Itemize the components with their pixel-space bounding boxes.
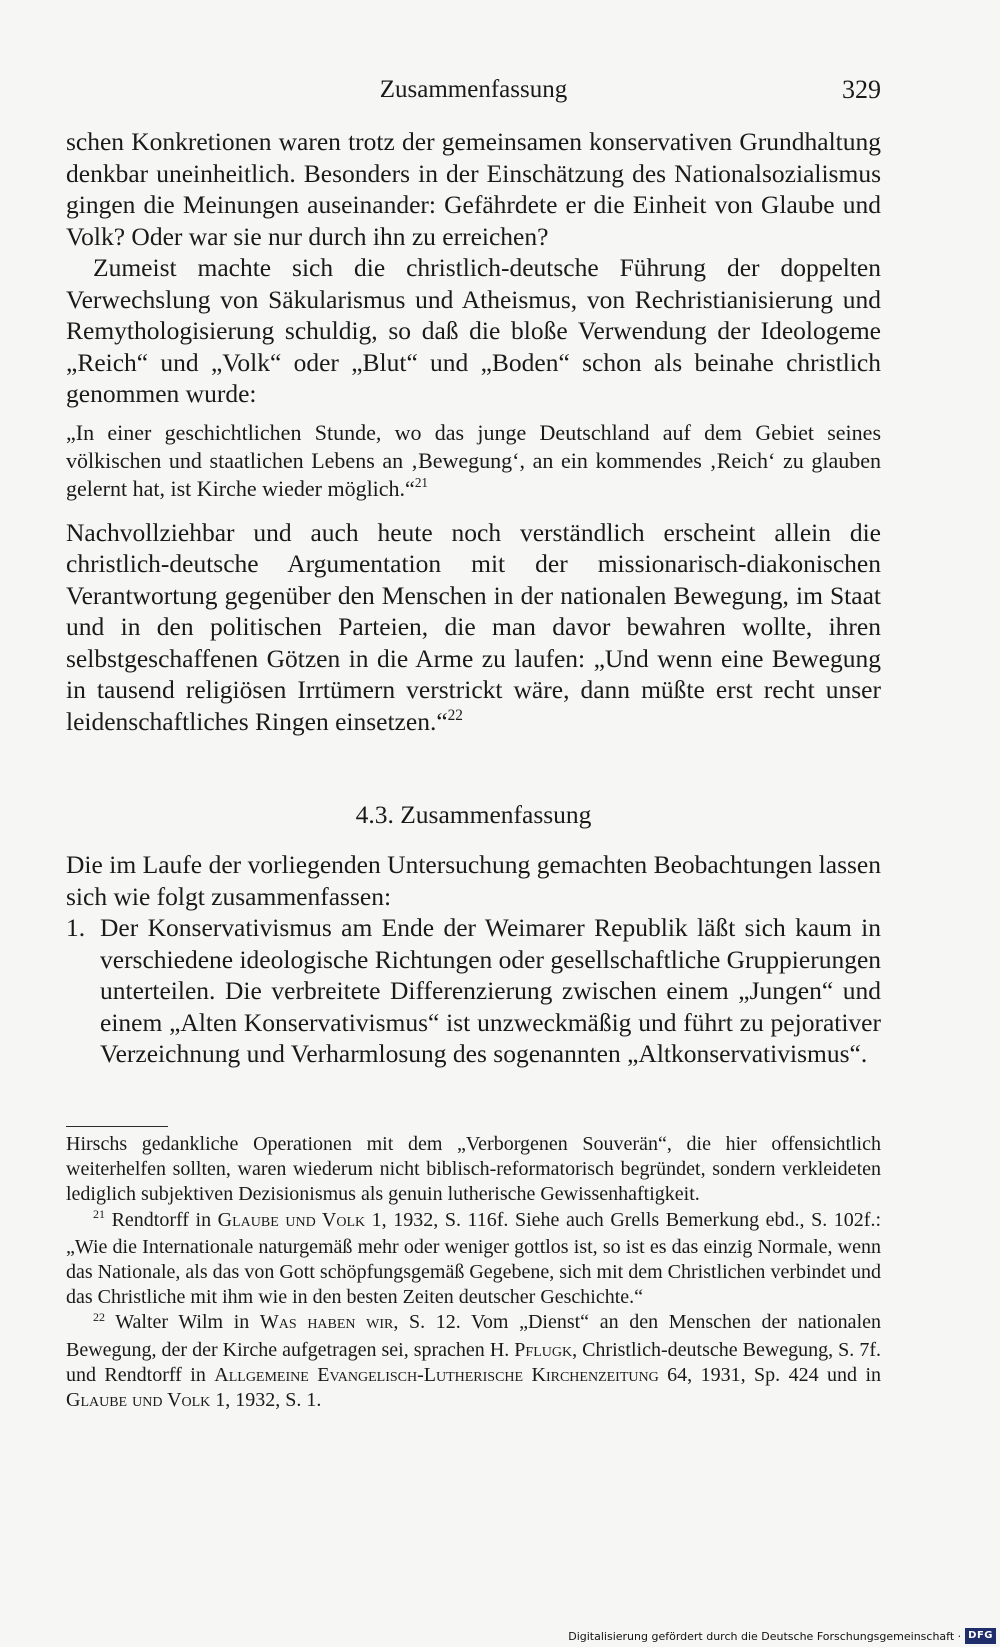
list-item-text: Der Konservativismus am Ende der Weimarer Republik läßt sich kaum in verschiedene ideologische Richtungen oder gesellschaftliche Gruppierungen unterteilen. Die verbreitete Differenzierung zwischen einem „Jungen“ und einem „Alten Konservativismus“ ist unzweckmäßig und führt zu pejorativer Verzeichnung und Verharmlosung des sogenannten „Altkonservativismus“. (100, 913, 882, 1068)
page-number: 329 (842, 75, 881, 104)
footnote-number-22: 22 (93, 1309, 105, 1324)
footnote-22-part1: Walter Wilm in (115, 1311, 260, 1334)
paragraph-continuation: schen Konkretionen waren trotz der gemeinsamen konservativen Grundhaltung denkbar uneinheitlich. Besonders in der Einschätzung des Nationalsozialismus gingen die Meinungen auseinander: Gefährdete er die Einheit von Glaube und Volk? Oder war sie nur durch ihn zu erreichen? (66, 127, 881, 251)
dfg-logo: DFG (965, 1628, 996, 1644)
section-heading: 4.3. Zusammenfassung (355, 800, 592, 829)
paragraph-nachvollziehbar (66, 517, 881, 742)
list-item-number: 1. (66, 913, 86, 942)
footnotes (66, 1132, 881, 1413)
footnote-21-author: Rendtorff in (111, 1208, 218, 1231)
paragraph-nachvollziehbar-text: Nachvollziehbar und auch heute noch verständlich erscheint allein die christlich-deutsche Argumentation mit der missionarisch-diakonischen Verantwortung gegenüber den Menschen in der nationalen Bewegung, im Staat und in den politischen Parteien, die man davor bewahren wollte, ihren selbstgeschaffenen Götzen in die Arme zu laufen: „Und wenn eine Bewegung in tausend religiösen Irrtümern verstrickt wäre, dann müßte erst recht unser leidenschaftliches Ringen einsetzen.“ (66, 517, 881, 736)
running-head (66, 72, 881, 108)
footnote-22 (66, 1310, 881, 1413)
digitization-notice (568, 1627, 996, 1645)
paragraph-verwechslung: Zumeist machte sich die christlich-deutsche Führung der doppelten Verwechslung von Säkularismus und Atheismus, von Rechristianisierung und Remythologisierung schuldig, so daß die bloße Verwendung der Ideologeme „Reich“ und „Volk“ oder „Blut“ und „Boden“ schon als beinahe christlich genommen wurde: (66, 253, 881, 408)
list-item (66, 912, 881, 1070)
footnote-21-text: 1, 1932, S. 116f. Siehe auch Grells Bemerkung ebd., S. 102f.: „Wie die Internationale naturgemäß mehr oder weniger gottlos ist, so ist es das einzig Normale, wenn das Nationale, als das von Gott schöpfungsgemäß Gegebene, sich mit dem Christlichen verbindet und das Christliche mit ihm wie in den besten Zeiten deutscher Geschichte.“ (66, 1208, 882, 1309)
block-quote-text: „In einer geschichtlichen Stunde, wo das junge Deutschland auf dem Gebiet seines völkischen und staatlichen Lebens an ‚Bewegung‘, an ein kommendes ‚Reich‘ zu glauben gelernt hat, ist Kirche wieder möglich.“ (66, 419, 881, 501)
footnote-divider (66, 1126, 168, 1127)
footnote-number-21: 21 (93, 1206, 105, 1221)
footnote-continuation: Hirschs gedankliche Operationen mit dem „Verborgenen Souverän“, die hier offensichtlich weiterhelfen sollten, waren wiederum nicht biblisch-reformatorisch begründet, sondern verkleideten lediglich subjektiven Dezisionismus als genuin lutherische Gewissenhaftigkeit. (66, 1133, 881, 1206)
footnote-21-source: Glaube und Volk (217, 1208, 366, 1231)
footnote-22-name: Pflugk (514, 1338, 573, 1361)
footnote-21 (66, 1208, 881, 1311)
footnote-22-source2: Allgemeine Evangelisch-Lutherische Kirchenzeitung (214, 1363, 659, 1386)
block-quote (66, 419, 881, 506)
footnote-22-part2: , S. 12. Vom „Dienst“ an den Menschen der nationalen Bewegung, der der Kirche aufgetragen sei, sprachen H. (66, 1311, 881, 1361)
footnote-ref-21: 21 (414, 474, 429, 490)
footnote-22-source3: Glaube und Volk (66, 1389, 211, 1412)
footnote-22-source1: Was haben wir (259, 1311, 394, 1334)
running-title: Zusammenfassung (379, 76, 568, 103)
main-text (66, 126, 881, 1070)
footnote-22-part5: 1, 1932, S. 1. (210, 1389, 322, 1412)
footnote-ref-22: 22 (447, 706, 463, 724)
footnote-22-part3: , Christlich-deutsche Bewegung, S. 7f. und Rendtorff in (66, 1338, 881, 1386)
footnote-22-part4: 64, 1931, Sp. 424 und in (658, 1363, 882, 1386)
paragraph-intro-summary: Die im Laufe der vorliegenden Untersuchung gemachten Beobachtungen lassen sich wie folgt zusammenfassen: (66, 850, 881, 911)
digitization-notice-text: Digitalisierung gefördert durch die Deutsche Forschungsgemeinschaft · (568, 1629, 962, 1643)
